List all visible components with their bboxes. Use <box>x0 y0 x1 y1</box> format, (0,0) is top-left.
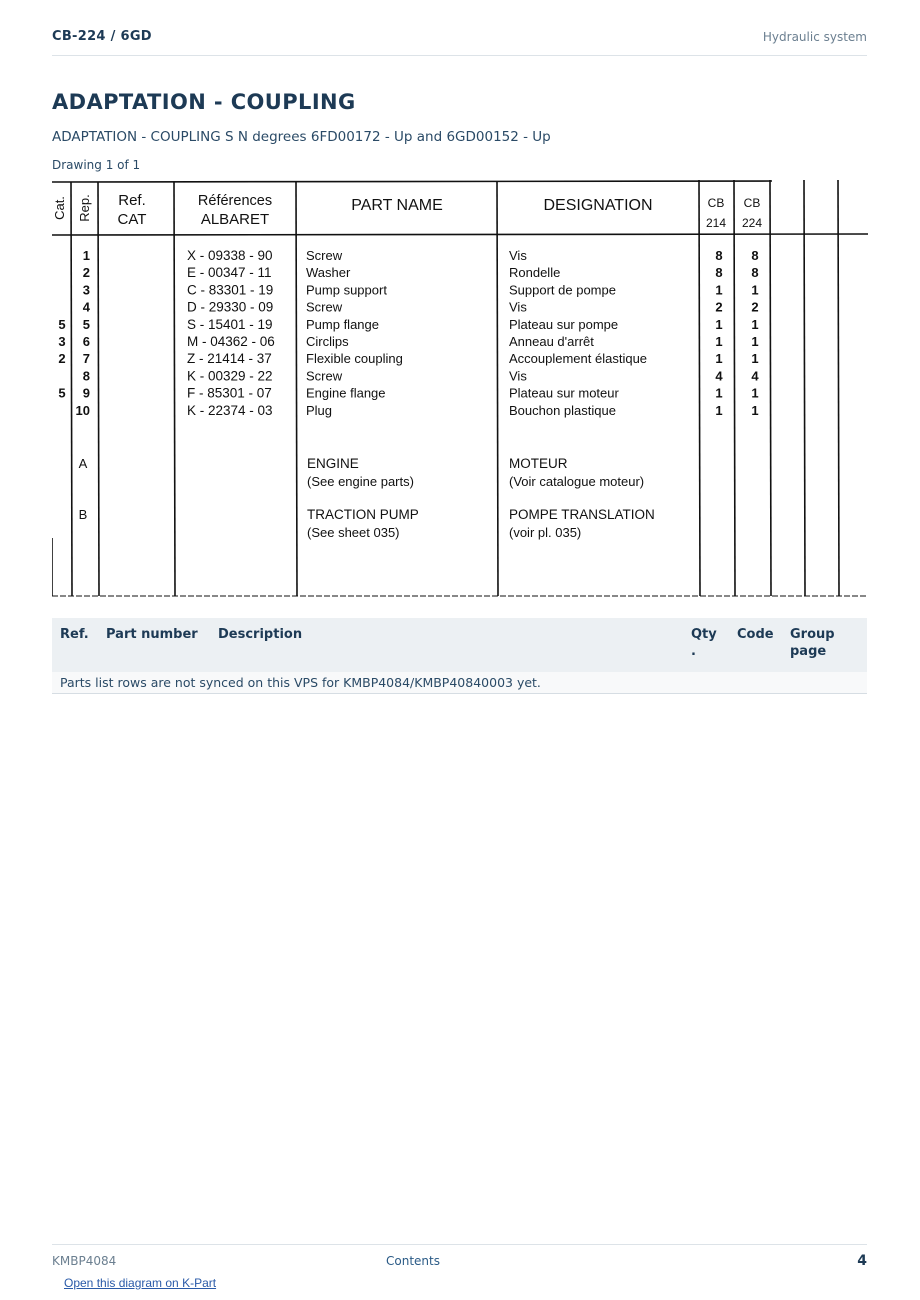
row-cb214: 1 <box>715 334 723 349</box>
parts-table-empty-row <box>52 672 867 694</box>
diagram-row <box>83 368 760 383</box>
diagram-extra-row <box>79 507 655 540</box>
col-description: Description <box>218 627 303 642</box>
row-cb214: 1 <box>715 351 723 367</box>
row-cb214: 1 <box>715 402 723 418</box>
row-rep: 4 <box>82 299 90 315</box>
row-part-name: Screw <box>306 248 343 263</box>
row-cat: 5 <box>58 385 66 401</box>
extra-part-note: (See sheet 035) <box>307 525 400 540</box>
header-ref-cat-2: CAT <box>117 211 147 228</box>
header-cat: Cat. <box>52 196 67 220</box>
extra-rep: A <box>78 456 88 471</box>
header-albaret-1: Références <box>197 193 273 209</box>
grid-col-line <box>804 180 805 596</box>
header-part-name: PART NAME <box>351 197 443 214</box>
row-cb224: 1 <box>751 334 759 349</box>
extra-designation: POMPE TRANSLATION <box>509 507 655 522</box>
col-ref: Ref. <box>60 627 89 642</box>
grid-col-line <box>497 182 498 596</box>
row-cat: 5 <box>58 316 66 332</box>
diagram-row <box>58 317 758 332</box>
row-cb224: 8 <box>751 265 759 281</box>
extra-designation-note: (voir pl. 035) <box>509 525 582 540</box>
grid-col-line <box>734 180 735 596</box>
row-albaret-ref: D - 29330 - 09 <box>187 299 274 315</box>
diagram-row <box>83 300 759 315</box>
header-cb224-2: 224 <box>741 216 763 230</box>
row-cat: 2 <box>58 351 66 367</box>
row-part-name: Screw <box>306 299 343 315</box>
grid-col-line <box>174 182 175 596</box>
row-designation: Accouplement élastique <box>509 351 648 367</box>
header-ref-cat-1: Ref. <box>118 192 146 209</box>
row-part-name: Pump support <box>306 282 387 298</box>
parts-diagram <box>52 178 868 598</box>
row-part-name: Flexible coupling <box>306 351 403 367</box>
page-header <box>52 29 867 56</box>
diagram-headers <box>52 192 762 230</box>
page-title: ADAPTATION - COUPLING <box>52 90 356 114</box>
diagram-extra-row <box>79 456 644 489</box>
open-kpart-link[interactable]: Open this diagram on K-Part <box>64 1276 217 1290</box>
row-rep: 2 <box>82 265 90 281</box>
row-albaret-ref: K - 00329 - 22 <box>187 368 273 384</box>
header-cb214-1: CB <box>707 196 725 210</box>
grid-col-line <box>770 180 771 596</box>
extra-rep: B <box>78 507 88 522</box>
grid-col-line <box>71 182 72 596</box>
col-part-number: Part number <box>106 627 198 642</box>
col-qty: Qty . <box>691 627 717 659</box>
row-rep: 8 <box>82 368 90 384</box>
row-albaret-ref: X - 09338 - 90 <box>187 248 273 263</box>
row-rep: 5 <box>82 316 90 332</box>
diagram-row <box>58 386 758 401</box>
contents-link[interactable]: Contents <box>386 1254 440 1268</box>
row-rep: 10 <box>75 402 90 418</box>
row-cb224: 1 <box>751 316 759 332</box>
page-number: 4 <box>857 1253 867 1269</box>
row-albaret-ref: M - 04362 - 06 <box>187 334 275 349</box>
row-rep: 9 <box>82 385 90 401</box>
header-cb214-2: 214 <box>705 216 727 230</box>
section-label: Hydraulic system <box>762 30 867 44</box>
diagram-grid <box>52 180 868 596</box>
row-rep: 3 <box>82 282 90 298</box>
grid-top-line <box>52 181 772 182</box>
row-cb214: 1 <box>715 316 723 332</box>
row-rep: 7 <box>82 351 90 367</box>
diagram-extras <box>79 456 655 540</box>
grid-col-line <box>98 182 99 596</box>
parts-table <box>52 618 867 694</box>
row-cb214: 2 <box>715 299 723 315</box>
grid-col-line <box>296 182 297 596</box>
row-cb214: 8 <box>715 265 723 281</box>
extra-part-name: TRACTION PUMP <box>307 507 419 522</box>
model-label: CB-224 / 6GD <box>52 29 152 44</box>
row-part-name: Plug <box>306 402 333 418</box>
row-cb214: 4 <box>715 368 723 384</box>
diagram-row <box>58 334 758 349</box>
row-cb224: 1 <box>751 385 759 401</box>
row-designation: Anneau d'arrêt <box>509 334 594 349</box>
row-rep: 6 <box>82 334 90 349</box>
row-albaret-ref: S - 15401 - 19 <box>187 316 273 332</box>
page-footer <box>52 1244 867 1274</box>
row-designation: Bouchon plastique <box>509 402 616 418</box>
row-cb224: 4 <box>751 368 759 384</box>
diagram-row <box>76 403 759 418</box>
diagram-rows <box>58 248 759 418</box>
row-part-name: Circlips <box>306 334 349 349</box>
row-cb224: 8 <box>751 248 759 263</box>
extra-designation-note: (Voir catalogue moteur) <box>509 474 645 489</box>
row-cb224: 1 <box>751 351 759 367</box>
page-subtitle: ADAPTATION - COUPLING S N degrees 6FD00172 - Up and 6GD00152 - Up <box>52 129 551 145</box>
diagram-row <box>83 282 759 297</box>
drawing-count: Drawing 1 of 1 <box>52 158 141 172</box>
catalog-code: KMBP4084 <box>52 1254 117 1268</box>
empty-message: Parts list rows are not synced on this VPS for KMBP4084/KMBP40840003 yet. <box>60 675 541 690</box>
row-designation: Support de pompe <box>509 282 616 298</box>
row-albaret-ref: F - 85301 - 07 <box>187 385 272 401</box>
header-designation: DESIGNATION <box>543 197 653 214</box>
parts-diagram-svg <box>52 178 868 598</box>
row-designation: Plateau sur moteur <box>509 385 619 401</box>
row-cb224: 1 <box>751 282 759 298</box>
row-designation: Vis <box>509 299 527 315</box>
header-rep: Rep. <box>77 194 92 222</box>
row-albaret-ref: C - 83301 - 19 <box>187 282 274 298</box>
row-rep: 1 <box>82 248 90 263</box>
row-albaret-ref: Z - 21414 - 37 <box>187 351 272 367</box>
header-cb224-1: CB <box>743 196 761 210</box>
row-part-name: Screw <box>306 368 343 384</box>
row-albaret-ref: K - 22374 - 03 <box>187 402 273 418</box>
row-part-name: Engine flange <box>306 385 386 401</box>
extra-part-note: (See engine parts) <box>307 474 414 489</box>
diagram-row <box>83 265 759 280</box>
row-cb214: 1 <box>715 385 723 401</box>
row-cb224: 2 <box>751 299 759 315</box>
row-designation: Vis <box>509 248 527 263</box>
header-albaret-2: ALBARET <box>200 211 270 228</box>
grid-col-line <box>838 180 839 596</box>
extra-designation: MOTEUR <box>509 456 568 471</box>
row-designation: Plateau sur pompe <box>509 316 619 332</box>
row-cb224: 1 <box>751 402 759 418</box>
row-designation: Vis <box>509 368 527 384</box>
row-part-name: Pump flange <box>306 316 379 332</box>
row-designation: Rondelle <box>509 265 561 281</box>
row-albaret-ref: E - 00347 - 11 <box>187 265 272 281</box>
row-part-name: Washer <box>306 265 351 281</box>
parts-table-header <box>52 618 867 672</box>
extra-part-name: ENGINE <box>307 456 359 471</box>
grid-col-line <box>699 180 700 596</box>
row-cat: 3 <box>58 334 66 349</box>
diagram-row <box>83 248 759 263</box>
col-code: Code <box>737 627 774 642</box>
col-group-page: Group page <box>790 627 835 659</box>
diagram-row <box>58 351 758 366</box>
row-cb214: 1 <box>715 282 723 298</box>
row-cb214: 8 <box>715 248 723 263</box>
